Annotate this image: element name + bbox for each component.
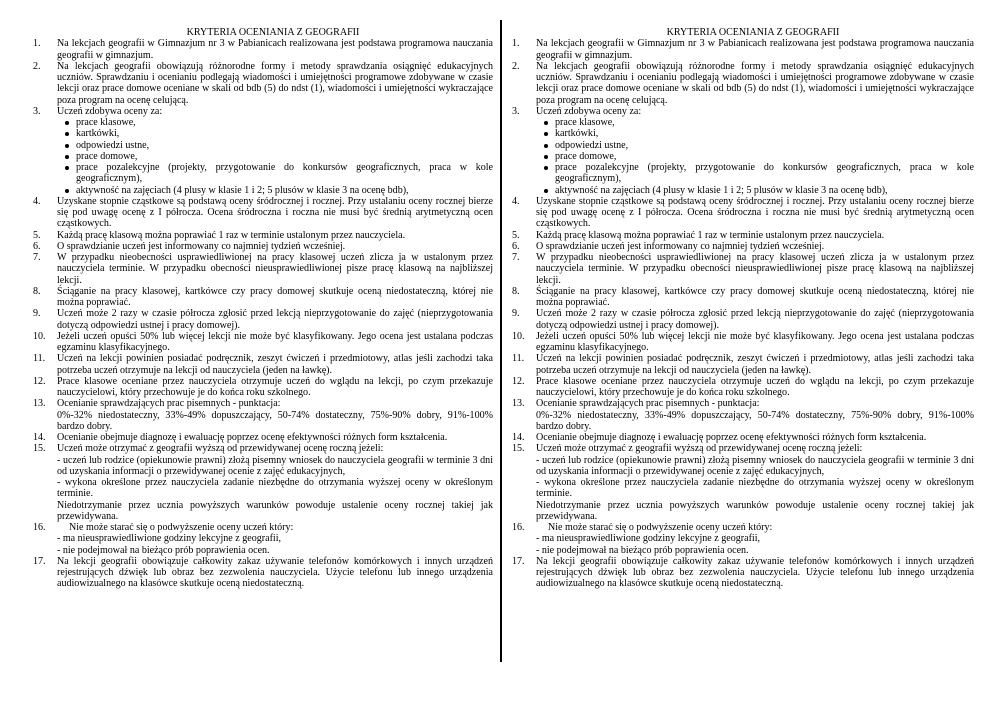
criteria-item: [512, 308, 974, 331]
criteria-item: [512, 443, 974, 454]
item-text: Ocenianie sprawdzających prac pisemnych - punktacja:: [536, 398, 760, 410]
list-item-text: kartkówki,: [76, 128, 120, 140]
criteria-item: [512, 432, 974, 443]
criteria-item: [512, 556, 974, 590]
list-item: [62, 151, 493, 162]
bullet-icon: [62, 117, 76, 128]
item-number: 16.: [512, 522, 525, 533]
item-number: 15.: [512, 443, 525, 455]
criteria-item: [512, 522, 974, 533]
item-number: 8.: [512, 285, 520, 297]
item-number: 10.: [512, 330, 525, 342]
list-item-text: aktywność na zajęciach (4 plusy w klasie 1 i 2; 5 plusów w klasie 3 na ocenę bdb),: [76, 184, 409, 196]
criteria-item: [33, 230, 493, 241]
item-body: [536, 196, 974, 230]
bullet-icon: [541, 117, 555, 128]
item-number: 16.: [33, 522, 46, 533]
item-number: 1.: [33, 38, 41, 50]
item-text: Prace klasowe oceniane przez nauczyciela otrzymuje uczeń do wglądu na lekcji, po czym przekazuje nauczycielowi, który przechowuje je do końca roku szkolnego.: [536, 375, 974, 398]
page-title: KRYTERIA OCENIANIA Z GEOGRAFII: [186, 27, 360, 38]
item-body: [57, 196, 493, 230]
item-body: [57, 252, 493, 286]
item-body: [536, 286, 974, 309]
item-number: 13.: [33, 398, 46, 410]
item-body: [536, 61, 974, 106]
score-scale: 0%-32% niedostateczny, 33%-49% dopuszczający, 50-74% dostateczny, 75%-90% dobry, 91%-100% bardzo dobry.: [536, 409, 974, 432]
item-body: [536, 432, 974, 443]
item-text: Na lekcji geografii obowiązuje całkowity zakaz używanie telefonów komórkowych i innych urządzeń rejestrujących dźwięk lub obraz bez zezwolenia nauczyciela. Użycie telefonu lub innego urządzenia audiowizualnego na klasówce skutkuje oceną niedostateczną.: [536, 555, 974, 590]
item-body: [536, 522, 974, 533]
list-item: [541, 140, 974, 151]
item-number: 14.: [512, 432, 525, 443]
condition-line: Niedotrzymanie przez ucznia powyższych warunków powoduje ustalenie oceny rocznej takiej jak przewidywana.: [536, 499, 974, 522]
item-text: Uczeń może otrzymać z geografii wyższą od przewidywanej ocenę roczną jeżeli:: [57, 443, 384, 455]
item-body: [57, 398, 493, 432]
item-text: Uczeń na lekcji powinien posiadać podręcznik, zeszyt ćwiczeń i przedmiotowy, atlas jeśli zachodzi taka potrzeba uczeń otrzymuje na lekcji od nauczyciela (jeden na ławkę).: [536, 353, 974, 376]
item-number: 9.: [512, 308, 520, 320]
criteria-item: [512, 376, 974, 399]
item-text: Ocenianie obejmuje diagnozę i ewaluację poprzez ocenę efektywności różnych form kształcenia.: [57, 432, 448, 443]
item-number: 15.: [33, 443, 46, 455]
item-text: Uczeń może 2 razy w czasie półrocza zgłosić przed lekcją nieprzygotowanie do zajęć (nieprzygotowania dotyczą odpowiedzi ustnej i pracy domowej).: [536, 308, 974, 331]
item-number: 3.: [33, 105, 41, 117]
item-body: [536, 443, 974, 454]
column-divider: [500, 20, 502, 662]
list-item-text: aktywność na zajęciach (4 plusy w klasie 1 i 2; 5 plusów w klasie 3 na ocenę bdb),: [555, 184, 888, 196]
criteria-item: [512, 38, 974, 61]
criteria-item: [512, 398, 974, 432]
item-number: 5.: [33, 229, 41, 241]
list-item-text: prace pozalekcyjne (projekty, przygotowanie do konkursów geograficznych, praca w kole geograficznym),: [76, 162, 493, 185]
item-body: [536, 398, 974, 432]
list-item-text: prace pozalekcyjne (projekty, przygotowanie do konkursów geograficznych, praca w kole geograficznym),: [555, 162, 974, 185]
criteria-item: [33, 241, 493, 252]
criteria-item: [33, 443, 493, 454]
criteria-item: [33, 432, 493, 443]
item-text: O sprawdzianie uczeń jest informowany co najmniej tydzień wcześniej.: [536, 240, 825, 252]
item-body: [57, 230, 493, 241]
item-text: Ściąganie na pracy klasowej, kartkówce czy pracy domowej skutkuje oceną niedostateczną, której nie można poprawiać.: [536, 285, 974, 308]
item-body: [57, 38, 493, 61]
criteria-item: [512, 353, 974, 376]
criteria-item: [33, 286, 493, 309]
item-body: [57, 241, 493, 252]
item-number: 8.: [33, 285, 41, 297]
item-number: 6.: [512, 240, 520, 252]
condition-line: - ma nieusprawiedliwione godziny lekcyjne z geografii,: [57, 533, 282, 545]
list-item-text: kartkówki,: [555, 128, 599, 140]
criteria-item: [33, 353, 493, 376]
list-item-text: odpowiedzi ustne,: [76, 139, 150, 151]
bullet-icon: [62, 151, 76, 162]
right-column: [512, 27, 974, 590]
list-item: [541, 151, 974, 162]
item-number: 2.: [33, 60, 41, 72]
bullet-icon: [541, 151, 555, 162]
criteria-item: [512, 331, 974, 354]
item-body: [536, 252, 974, 286]
criteria-item: [512, 252, 974, 286]
item-text: Prace klasowe oceniane przez nauczyciela otrzymuje uczeń do wglądu na lekcji, po czym przekazuje nauczycielowi, który przechowuje je do końca roku szkolnego.: [57, 375, 493, 398]
item-number: 12.: [512, 375, 525, 387]
item-number: 11.: [512, 353, 525, 365]
item-text: W przypadku nieobecności usprawiedliwionej na pracy klasowej uczeń zlicza ja w ustalonym przez nauczyciela terminie. W przypadku obecności nieusprawiedliwionej pisze pracę klasową na najbliższej lekcji.: [57, 252, 493, 286]
bullet-icon: [62, 185, 76, 196]
bullet-icon: [541, 140, 555, 151]
criteria-item: [33, 196, 493, 230]
item-text: Uczeń może 2 razy w czasie półrocza zgłosić przed lekcją nieprzygotowanie do zajęć (nieprzygotowania dotyczą odpowiedzi ustnej i pracy domowej).: [57, 308, 493, 331]
item-text: Każdą pracę klasową można poprawiać 1 raz w terminie ustalonym przez nauczyciela.: [536, 229, 885, 241]
item-body: [57, 556, 493, 590]
item-text: Uzyskane stopnie cząstkowe są podstawą oceny śródrocznej i rocznej. Przy ustalaniu oceny rocznej bierze się pod uwagę ocenę z I półrocza. Ocena śródroczna i roczna nie musi być średnią arytmetyczną ocen cząstkowych.: [536, 195, 974, 230]
item-text: Na lekcji geografii obowiązuje całkowity zakaz używanie telefonów komórkowych i innych urządzeń rejestrujących dźwięk lub obraz bez zezwolenia nauczyciela. Użycie telefonu lub innego urządzenia audiowizualnego na klasówce skutkuje oceną niedostateczną.: [57, 555, 493, 590]
item-number: 10.: [33, 330, 46, 342]
criteria-item: [512, 106, 974, 196]
list-item: [62, 185, 493, 196]
item-text: Każdą pracę klasową można poprawiać 1 raz w terminie ustalonym przez nauczyciela.: [57, 229, 406, 241]
item-body: [536, 353, 974, 376]
item-text: Uczeń zdobywa oceny za:: [57, 105, 163, 117]
item-number: 17.: [512, 555, 525, 567]
item-body: [57, 106, 493, 196]
item-number: 14.: [33, 432, 46, 443]
item-text: Uczeń może otrzymać z geografii wyższą od przewidywanej ocenę roczną jeżeli:: [536, 443, 863, 455]
item-number: 6.: [33, 240, 41, 252]
item-text: Nie może starać się o podwyższenie oceny uczeń który:: [548, 522, 773, 533]
item-text: W przypadku nieobecności usprawiedliwionej na pracy klasowej uczeń zlicza ja w ustalonym przez nauczyciela terminie. W przypadku obecności nieusprawiedliwionej pisze pracę klasową na najbliższej lekcji.: [536, 252, 974, 286]
list-item: [541, 162, 974, 185]
item-text: Na lekcjach geografii obowiązują różnorodne formy i metody sprawdzania osiągnięć edukacyjnych uczniów. Sprawdzaniu i ocenianiu podlegają wiadomości i umiejętności programowe zdobywane w czasie lekcji oraz prace domowe oceniane w skali od bdb (5) do ndst (1), wiadomości i umiejętności wykraczające poza program na ocenę celującą.: [536, 60, 974, 106]
item-text: Nie może starać się o podwyższenie oceny uczeń który:: [69, 522, 294, 533]
item-body: [57, 353, 493, 376]
criteria-item: [33, 398, 493, 432]
list-item: [62, 162, 493, 185]
criteria-item: [33, 331, 493, 354]
bullet-icon: [62, 162, 76, 185]
bullet-icon: [541, 162, 555, 185]
condition-line: - nie podejmował na bieżąco prób poprawienia ocen.: [536, 544, 749, 556]
criteria-item: [33, 556, 493, 590]
item-body: [536, 556, 974, 590]
list-item: [62, 117, 493, 128]
item-number: 2.: [512, 60, 520, 72]
item-body: [57, 308, 493, 331]
list-item-text: prace domowe,: [76, 150, 138, 162]
criteria-item: [512, 196, 974, 230]
bullet-icon: [541, 128, 555, 139]
condition-line: Niedotrzymanie przez ucznia powyższych warunków powoduje ustalenie oceny rocznej takiej jak przewidywana.: [57, 499, 493, 522]
item-number: 4.: [512, 195, 520, 207]
criteria-item: [33, 61, 493, 106]
page-title: KRYTERIA OCENIANIA Z GEOGRAFII: [666, 27, 840, 38]
score-scale: 0%-32% niedostateczny, 33%-49% dopuszczający, 50-74% dostateczny, 75%-90% dobry, 91%-100% bardzo dobry.: [57, 409, 493, 432]
item-text: Uzyskane stopnie cząstkowe są podstawą oceny śródrocznej i rocznej. Przy ustalaniu oceny rocznej bierze się pod uwagę ocenę z I półrocza. Ocena śródroczna i roczna nie musi być średnią arytmetyczną ocen cząstkowych.: [57, 195, 493, 230]
criteria-item: [512, 230, 974, 241]
list-item: [62, 140, 493, 151]
item-body: [536, 230, 974, 241]
item-text: Jeżeli uczeń opuści 50% lub więcej lekcji nie może być klasyfikowany. Jego ocena jest ustalana podczas egzaminu klasyfikacyjnego.: [57, 330, 493, 353]
criteria-item: [33, 38, 493, 61]
condition-line: - wykona określone przez nauczyciela zadanie niezbędne do otrzymania wyższej oceny w określonym terminie.: [536, 477, 974, 500]
item-text: Uczeń na lekcji powinien posiadać podręcznik, zeszyt ćwiczeń i przedmiotowy, atlas jeśli zachodzi taka potrzeba uczeń otrzymuje na lekcji od nauczyciela (jeden na ławkę).: [57, 353, 493, 376]
list-item: [541, 117, 974, 128]
bullet-icon: [62, 128, 76, 139]
item-text: Ocenianie sprawdzających prac pisemnych - punktacja:: [57, 398, 281, 410]
grade-sources-list: [57, 117, 493, 196]
item-number: 5.: [512, 229, 520, 241]
item-text: Na lekcjach geografii w Gimnazjum nr 3 w Pabianicach realizowana jest podstawa programowa nauczania geografii w gimnazjum.: [536, 38, 974, 61]
condition-line: - nie podejmował na bieżąco prób poprawienia ocen.: [57, 544, 270, 556]
list-item-text: prace domowe,: [555, 150, 617, 162]
grade-sources-list: [536, 117, 974, 196]
item-number: 13.: [512, 398, 525, 410]
item-number: 7.: [33, 252, 41, 263]
item-number: 17.: [33, 555, 46, 567]
condition-line: - uczeń lub rodzice (opiekunowie prawni) złożą pisemny wniosek do nauczyciela geografii w terminie 3 dni od uzyskania informacji o przewidywanej ocenie z zajęć edukacyjnych,: [536, 454, 974, 477]
item-number: 9.: [33, 308, 41, 320]
criteria-item: [33, 522, 493, 533]
list-item-text: odpowiedzi ustne,: [555, 139, 629, 151]
item-number: 12.: [33, 375, 46, 387]
list-item: [541, 185, 974, 196]
item-number: 4.: [33, 195, 41, 207]
item-text: Na lekcjach geografii obowiązują różnorodne formy i metody sprawdzania osiągnięć edukacyjnych uczniów. Sprawdzaniu i ocenianiu podlegają wiadomości i umiejętności programowe zdobywane w czasie lekcji oraz prace domowe oceniane w skali od bdb (5) do ndst (1), wiadomości i umiejętności wykraczające poza program na ocenę celującą.: [57, 60, 493, 106]
item-body: [57, 522, 493, 533]
item-body: [57, 331, 493, 354]
item-body: [57, 286, 493, 309]
criteria-item: [33, 106, 493, 196]
condition-line: - ma nieusprawiedliwione godziny lekcyjne z geografii,: [536, 533, 761, 545]
criteria-item: [512, 286, 974, 309]
item-text: Na lekcjach geografii w Gimnazjum nr 3 w Pabianicach realizowana jest podstawa programowa nauczania geografii w gimnazjum.: [57, 38, 493, 61]
item-body: [57, 443, 493, 454]
item-body: [536, 106, 974, 196]
bullet-icon: [541, 185, 555, 196]
criteria-item: [512, 61, 974, 106]
criteria-item: [33, 308, 493, 331]
item-body: [57, 432, 493, 443]
bullet-icon: [62, 140, 76, 151]
item-text: Ściąganie na pracy klasowej, kartkówce czy pracy domowej skutkuje oceną niedostateczną, której nie można poprawiać.: [57, 285, 493, 308]
item-body: [536, 376, 974, 399]
criteria-item: [512, 241, 974, 252]
list-item: [62, 128, 493, 139]
criteria-item: [33, 252, 493, 286]
item-number: 3.: [512, 105, 520, 117]
item-body: [57, 376, 493, 399]
left-column: [33, 27, 493, 590]
condition-line: - uczeń lub rodzice (opiekunowie prawni) złożą pisemny wniosek do nauczyciela geografii w terminie 3 dni od uzyskania informacji o przewidywanej ocenie z zajęć edukacyjnych,: [57, 454, 493, 477]
item-number: 7.: [512, 252, 520, 263]
item-number: 1.: [512, 38, 520, 50]
condition-line: - wykona określone przez nauczyciela zadanie niezbędne do otrzymania wyższej oceny w określonym terminie.: [57, 477, 493, 500]
list-item-text: prace klasowe,: [76, 117, 136, 128]
list-item-text: prace klasowe,: [555, 117, 615, 128]
item-body: [57, 61, 493, 106]
item-text: O sprawdzianie uczeń jest informowany co najmniej tydzień wcześniej.: [57, 240, 346, 252]
item-body: [536, 241, 974, 252]
item-text: Uczeń zdobywa oceny za:: [536, 105, 642, 117]
criteria-item: [33, 376, 493, 399]
item-body: [536, 38, 974, 61]
item-number: 11.: [33, 353, 46, 365]
list-item: [541, 128, 974, 139]
item-body: [536, 331, 974, 354]
item-text: Ocenianie obejmuje diagnozę i ewaluację poprzez ocenę efektywności różnych form kształcenia.: [536, 432, 927, 443]
item-body: [536, 308, 974, 331]
item-text: Jeżeli uczeń opuści 50% lub więcej lekcji nie może być klasyfikowany. Jego ocena jest ustalana podczas egzaminu klasyfikacyjnego.: [536, 330, 974, 353]
